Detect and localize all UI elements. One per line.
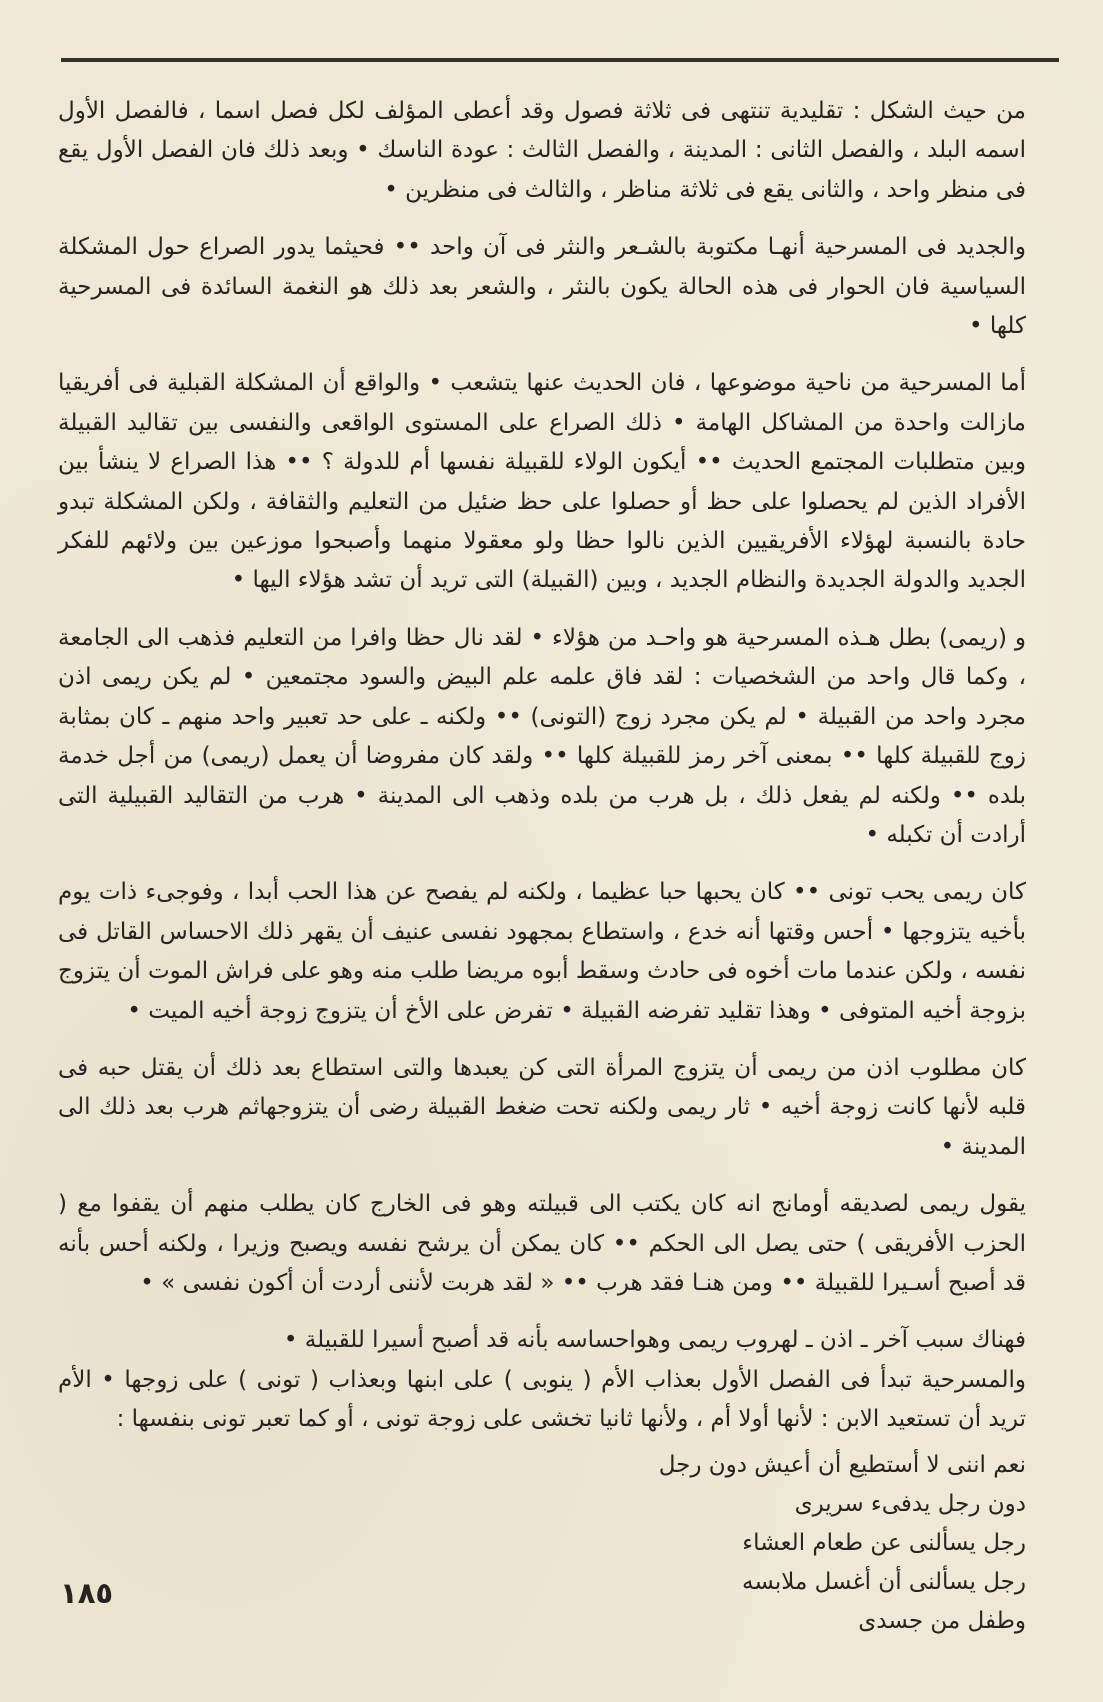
paragraph-tribal-problem: أما المسرحية من ناحية موضوعها ، فان الحديث عنها يتشعب • والواقع أن المشكلة القبلية فى أفريقيا مازالت واحدة من المشاكل الهامة • ذلك الصراع على المستوى الواقعى والنفسى بين تقاليد القبيلة وبين متطلبات المجتمع الحديث •• أيكون الولاء للقبيلة نفسها أم للدولة ؟ •• هذا الصراع لا ينشأ بين الأفراد الذين لم يحصلوا على حظ أو حصلوا على حظ ضئيل من التعليم والثقافة ، ولكن المشكلة تبدو حادة بالنسبة لهؤلاء الأفريقيين الذين نالوا حظا ولو معقولا منهما وأصبحوا موزعين بين ولائهم للفكر الجديد والدولة الجديدة والنظام الجديد ، وبين (القبيلة) التى تريد أن تشد هؤلاء اليها •	[58, 370, 1026, 594]
page-number: ١٨٥	[60, 1576, 114, 1610]
poem-line: نعم اننى لا أستطيع أن أعيش دون رجل	[658, 1451, 1026, 1478]
paragraph-first-act: والمسرحية تبدأ فى الفصل الأول بعذاب الأم ( ينوبى ) على ابنها وبعذاب ( تونى ) على زوجها • الأم تريد أن تستعيد الابن : لأنها أولا أم ، ولأنها ثانيا تخشى على زوجة تونى ، أو كما تعبر تونى بنفسها :	[58, 1366, 1026, 1433]
paragraph-remy-marriage: كان مطلوب اذن من ريمى أن يتزوج المرأة التى كن يعبدها والتى استطاع بعد ذلك أن يقتل حبه فى قلبه لأنها كانت زوجة أخيه • ثار ريمى ولكنه تحت ضغط القبيلة رضى أن يتزوجهاثم هرب بعد ذلك الى المدينة •	[58, 1054, 1026, 1160]
poem-line: دون رجل يدفىء سريرى	[794, 1490, 1026, 1517]
poem-line: رجل يسألنى عن طعام العشاء	[742, 1529, 1026, 1556]
header-rule	[61, 58, 1059, 62]
paragraph-remy-love: كان ريمى يحب تونى •• كان يحبها حبا عظيما ، ولكنه لم يفصح عن هذا الحب أبدا ، وفوجىء ذات يوم بأخيه يتزوجها • أحس وقتها أنه خدع ، واستطاع بمجهود نفسى عنيف أن يقهر ذلك الاحساس القاتل فى نفسه ، ولكن عندما مات أخوه فى حادث وسقط أبوه مريضا طلب منه وهو على فراش الموت أن يتزوج بزوجة أخيه المتوفى • وهذا تقليد تفرضه القبيلة • تفرض على الأخ أن يتزوج زوجة أخيه الميت •	[58, 879, 1026, 1024]
article-body	[58, 92, 1026, 1641]
paragraph-remy-letter: يقول ريمى لصديقه أومانج انه كان يكتب الى قبيلته وهو فى الخارج كان يطلب منهم أن يقفوا مع ( الحزب الأفريقى ) حتى يصل الى الحكم •• كان يمكن أن يرشح نفسه ويصبح وزيرا ، ولكنه أحس بأنه قد أصبح أسـيرا للقبيلة •• ومن هنـا فقد هرب •• « لقد هربت لأننى أردت أن أكون نفسى » •	[58, 1191, 1026, 1296]
quoted-poem	[58, 1446, 1026, 1641]
poem-line: رجل يسألنى أن أغسل ملابسه	[742, 1568, 1026, 1595]
paragraph-remy-hero: و (ريمى) بطل هـذه المسرحية هو واحـد من هؤلاء • لقد نال حظا وافرا من التعليم فذهب الى الجامعة ، وكما قال واحد من الشخصيات : لقد فاق علمه علم البيض والسود مجتمعين • لم يكن ريمى اذن مجرد واحد من القبيلة • لم يكن مجرد زوج (التونى) •• ولكنه ـ على حد تعبير واحد منهم ـ كان بمثابة زوج للقبيلة كلها •• بمعنى آخر رمز للقبيلة كلها •• ولقد كان مفروضا أن يعمل (ريمى) من أجل خدمة بلده •• ولكنه لم يفعل ذلك ، بل هرب من بلده وذهب الى المدينة • هرب من التقاليد القبيلية التى أرادت أن تكبله •	[58, 624, 1026, 848]
poem-line: وطفل من جسدى	[858, 1607, 1026, 1634]
paragraph-verse-prose: والجديد فى المسرحية أنهـا مكتوبة بالشـعر والنثر فى آن واحد •• فحيثما يدور الصراع حول المشكلة السياسية فان الحوار فى هذه الحالة يكون بالنثر ، والشعر بعد ذلك هو النغمة السائدة فى المسرحية كلها •	[58, 234, 1026, 340]
paragraph-another-reason: فهناك سبب آخر ـ اذن ـ لهروب ريمى وهواحساسه بأنه قد أصبح أسيرا للقبيلة •	[283, 1327, 1026, 1354]
paragraph-form: من حيث الشكل : تقليدية تنتهى فى ثلاثة فصول وقد أعطى المؤلف لكل فصل اسما ، فالفصل الأول اسمه البلد ، والفصل الثانى : المدينة ، والفصل الثالث : عودة الناسك • وبعد ذلك فان الفصل الأول يقع فى منظر واحد ، والثانى يقع فى ثلاثة مناظر ، والثالث فى منظرين •	[58, 98, 1026, 203]
